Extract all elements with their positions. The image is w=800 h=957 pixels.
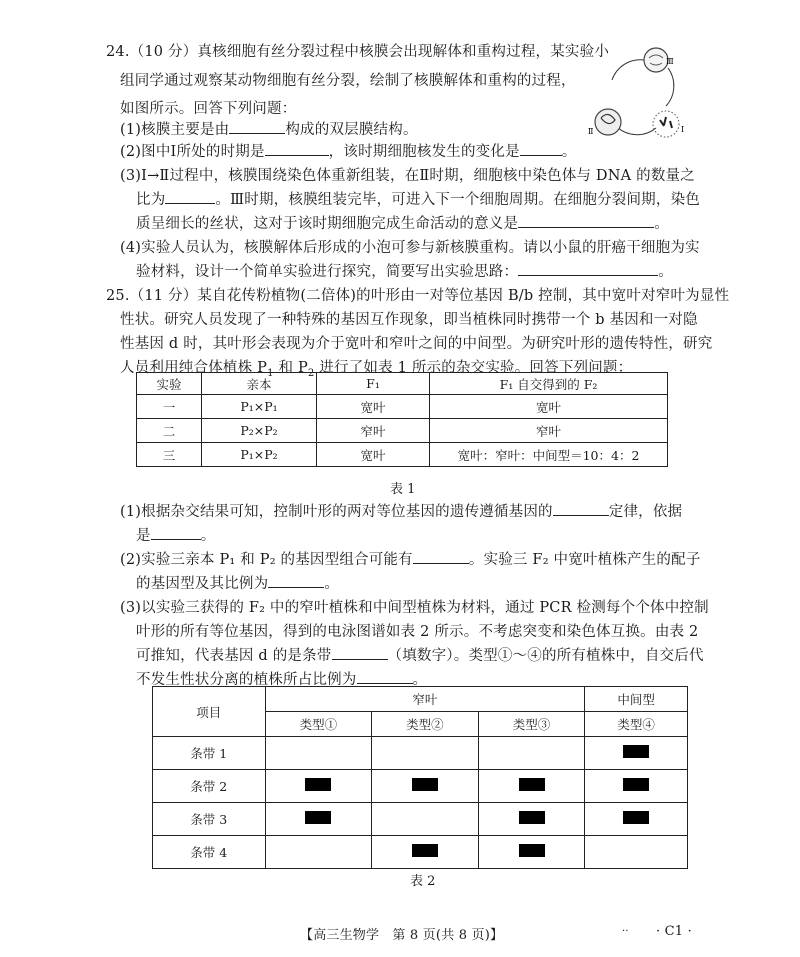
q24-sub-4-text-c: 。	[658, 264, 673, 280]
answer-blank[interactable]	[518, 261, 658, 276]
chromosome-icon	[660, 117, 672, 128]
table-header: F₁	[317, 373, 430, 395]
page-footer: 【高三生物学 第 8 页(共 8 页)】	[300, 928, 504, 943]
q24-sub-4-line-1: (4)实验人员认为，核膜解体后形成的小泡可参与新核膜重构。请以小鼠的肝癌干细胞为实	[120, 240, 700, 256]
answer-blank[interactable]	[229, 119, 285, 134]
q24-sub-4-text: 验材料，设计一个简单实验进行探究，简要写出实验思路：	[136, 264, 519, 280]
table-cell: 条带 4	[153, 836, 266, 869]
table-cell: 条带 2	[153, 770, 266, 803]
table-cell: 宽叶：窄叶：中间型＝10：4：2	[430, 443, 668, 467]
answer-blank[interactable]	[553, 501, 609, 516]
cell-stage-3	[644, 48, 668, 72]
band-mark	[412, 844, 438, 857]
table-cell	[478, 803, 585, 836]
answer-blank[interactable]	[518, 213, 654, 228]
table-header: 亲本	[202, 373, 317, 395]
q25-sub-1-text: (1)根据杂交结果可知，控制叶形的两对等位基因的遗传遵循基因的	[120, 504, 553, 520]
table-cell	[478, 737, 585, 770]
subscript: 1	[267, 367, 274, 379]
table-1-caption: 表 1	[390, 482, 416, 497]
q25-line-4-text: 人员利用纯合体植株 P	[120, 360, 268, 376]
answer-blank[interactable]	[332, 645, 388, 660]
band-mark	[305, 811, 331, 824]
table-cell: 一	[137, 395, 202, 419]
q24-sub-2	[120, 140, 576, 161]
q25-sub-3-text: 。	[412, 672, 428, 688]
table-cell	[585, 803, 688, 836]
table-cell	[372, 803, 479, 836]
cycle-arrow-arc	[666, 68, 674, 106]
q25-sub-2-text: (2)实验三亲本 P₁ 和 P₂ 的基因型组合可能有	[120, 552, 413, 568]
q24-sub-3-text-c: 。Ⅲ时期，核膜组装完毕，可进入下一个细胞周期。在细胞分裂间期，染色	[215, 192, 700, 208]
q24-line-3: 如图所示。回答下列问题：	[120, 101, 297, 117]
table-cell	[585, 836, 688, 869]
cell-stage-1	[653, 111, 679, 137]
q24-sub-3-line-2	[136, 188, 700, 209]
cell-stage-2	[595, 109, 621, 135]
table-cell: 条带 3	[153, 803, 266, 836]
table-cell: 宽叶	[317, 395, 430, 419]
table-row	[137, 419, 668, 443]
q25-sub-3-text: 不发生性状分离的植株所占比例为	[136, 672, 357, 688]
cycle-arrow-arc	[616, 126, 656, 135]
q24-sub-3-text-e: 。	[654, 216, 669, 232]
table-cell	[265, 737, 372, 770]
table-header: 类型③	[478, 712, 585, 737]
nuclear-membrane-cycle-figure	[586, 44, 688, 144]
table-header: 窄叶	[265, 687, 585, 712]
table-cell: 宽叶	[430, 395, 668, 419]
answer-blank[interactable]	[520, 141, 562, 156]
q25-sub-2-line-2	[136, 572, 339, 593]
table-header-row	[153, 687, 688, 712]
table-header: 项目	[153, 687, 266, 737]
q24-sub-1	[120, 118, 418, 139]
table-cell: 窄叶	[317, 419, 430, 443]
table-header: 类型①	[265, 712, 372, 737]
band-mark	[623, 745, 649, 758]
band-mark	[623, 778, 649, 791]
q25-line-1: 25.（11 分）某自花传粉植物(二倍体)的叶形由一对等位基因 B/b 控制，其中宽叶对窄叶为显性	[106, 288, 730, 304]
q25-sub-2-text: 。	[324, 576, 340, 592]
answer-blank[interactable]	[265, 141, 329, 156]
answer-blank[interactable]	[413, 549, 469, 564]
table-cell	[372, 737, 479, 770]
table-header: F₁ 自交得到的 F₂	[430, 373, 668, 395]
q25-sub-3-text: （填数字）。类型①～④的所有植株中，自交后代	[387, 648, 704, 664]
table-header: 中间型	[585, 687, 688, 712]
q25-sub-1-line-2	[136, 524, 215, 545]
q24-sub-1-text: (1)核膜主要是由	[120, 122, 230, 138]
stage-label-1: Ⅰ	[681, 125, 685, 134]
table-row	[153, 737, 688, 770]
band-mark	[305, 778, 331, 791]
q25-sub-1-text: 是	[136, 528, 151, 544]
footer-mark: ··	[622, 926, 629, 937]
q25-sub-3-text: 可推知，代表基因 d 的是条带	[136, 648, 332, 664]
table-cell: 条带 1	[153, 737, 266, 770]
q24-sub-1-text-b: 构成的双层膜结构。	[285, 122, 418, 138]
q24-sub-3-line-1: (3)Ⅰ→Ⅱ过程中，核膜围绕染色体重新组装，在Ⅱ时期，细胞核中染色体与 DNA 的数量之	[120, 168, 695, 184]
q24-sub-2-text-b: ，该时期细胞核发生的变化是	[328, 144, 520, 160]
q24-sub-4-line-2	[136, 260, 673, 281]
cycle-arrow-arc	[612, 60, 644, 80]
answer-blank[interactable]	[357, 669, 413, 684]
band-mark	[519, 844, 545, 857]
band-mark	[519, 811, 545, 824]
table-cell: P₁×P₁	[202, 395, 317, 419]
table-2-caption: 表 2	[410, 874, 436, 889]
q25-sub-1-line-1	[120, 500, 682, 521]
table-header: 类型②	[372, 712, 479, 737]
stage-label-3: Ⅲ	[666, 57, 674, 66]
q24-line-1: 24.（10 分）真核细胞有丝分裂过程中核膜会出现解体和重构过程，某实验小	[106, 44, 610, 60]
table-header-row	[137, 373, 668, 395]
table-cell: P₂×P₂	[202, 419, 317, 443]
table-cell: 窄叶	[430, 419, 668, 443]
stage-label-2: Ⅱ	[588, 127, 594, 136]
q25-sub-2-line-1	[120, 548, 701, 569]
q25-line-3: 性基因 d 时，其叶形会表现为介于宽叶和窄叶之间的中间型。为研究叶形的遗传特性，研究	[120, 336, 713, 352]
q24-sub-3-line-3	[136, 212, 669, 233]
subscript: 2	[307, 367, 315, 379]
q25-line-4-text: 和 P	[273, 360, 308, 376]
q25-sub-2-text: 的基因型及其比例为	[136, 576, 269, 592]
q24-line-2: 组同学通过观察某动物细胞有丝分裂，绘制了核膜解体和重构的过程，	[120, 73, 576, 89]
table-row	[137, 395, 668, 419]
table-2	[152, 686, 688, 869]
footer-code: · C1 ·	[656, 924, 692, 939]
table-cell: P₁×P₂	[202, 443, 317, 467]
q25-sub-3-line-2: 叶形的所有等位基因，得到的电泳图谱如表 2 所示。不考虑突变和染色体互换。由表 2	[136, 624, 699, 640]
table-header: 实验	[137, 373, 202, 395]
table-1	[136, 372, 668, 467]
answer-blank[interactable]	[151, 525, 201, 540]
table-row	[153, 770, 688, 803]
q25-sub-3-line-1: (3)以实验三获得的 F₂ 中的窄叶植株和中间型植株为材料，通过 PCR 检测每个个体中控制	[120, 600, 709, 616]
q25-line-2: 性状。研究人员发现了一种特殊的基因互作现象，即当植株同时携带一个 b 基因和一对隐	[120, 312, 698, 328]
table-cell	[265, 770, 372, 803]
table-cell: 宽叶	[317, 443, 430, 467]
q25-sub-1-text: 定律，依据	[608, 504, 683, 520]
band-mark	[519, 778, 545, 791]
table-cell	[265, 803, 372, 836]
table-cell	[478, 836, 585, 869]
q24-sub-3-text-d: 质呈细长的丝状，这对于该时期细胞完成生命活动的意义是	[136, 216, 519, 232]
table-row	[153, 803, 688, 836]
band-mark	[623, 811, 649, 824]
band-mark	[412, 778, 438, 791]
q25-sub-3-line-3	[136, 644, 704, 665]
q24-sub-2-text-c: 。	[561, 144, 577, 160]
table-cell: 二	[137, 419, 202, 443]
table-cell: 三	[137, 443, 202, 467]
table-cell	[372, 836, 479, 869]
table-cell	[585, 737, 688, 770]
q25-line-4-text: 进行了如表 1 所示的杂交实验。回答下列问题：	[314, 360, 633, 376]
table-cell	[372, 770, 479, 803]
table-cell	[478, 770, 585, 803]
q24-sub-3-text: 比为	[136, 192, 166, 208]
table-row	[153, 836, 688, 869]
q24-sub-2-text: (2)图中Ⅰ所处的时期是	[120, 144, 265, 160]
table-header: 类型④	[585, 712, 688, 737]
table-cell	[265, 836, 372, 869]
table-row	[137, 443, 668, 467]
answer-blank[interactable]	[165, 189, 215, 204]
q25-sub-2-text: 。实验三 F₂ 中宽叶植株产生的配子	[468, 552, 701, 568]
q25-sub-1-text: 。	[200, 528, 216, 544]
table-cell	[585, 770, 688, 803]
answer-blank[interactable]	[268, 573, 324, 588]
